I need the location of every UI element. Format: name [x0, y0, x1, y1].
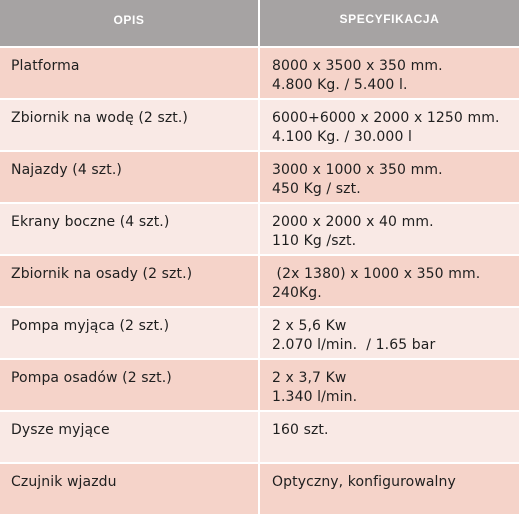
row-value — [260, 256, 519, 308]
row-value — [260, 464, 519, 516]
row-value — [260, 412, 519, 464]
value-line-1: (2x 1380) x 1000 x 350 mm. — [272, 266, 481, 282]
row-label: Najazdy (4 szt.) — [0, 152, 260, 204]
value-line-2: 110 Kg /szt. — [272, 233, 357, 249]
row-label: Pompa osadów (2 szt.) — [0, 360, 260, 412]
row-value — [260, 204, 519, 256]
value-line-1: 2 x 5,6 Kw — [272, 318, 347, 334]
value-line-1: Optyczny, konfigurowalny — [272, 474, 456, 490]
row-value — [260, 308, 519, 360]
column-header-specyfikacja: SPECYFIKACJA — [260, 0, 519, 48]
row-value — [260, 360, 519, 412]
value-line-1: 8000 x 3500 x 350 mm. — [272, 58, 443, 74]
row-value — [260, 152, 519, 204]
value-line-2: 240Kg. — [272, 285, 322, 301]
column-header-opis: OPIS — [0, 0, 260, 48]
value-line-1: 2000 x 2000 x 40 mm. — [272, 214, 434, 230]
row-label: Czujnik wjazdu — [0, 464, 260, 516]
value-line-2: 4.100 Kg. / 30.000 l — [272, 129, 412, 145]
value-line-1: 6000+6000 x 2000 x 1250 mm. — [272, 110, 500, 126]
value-line-1: 3000 x 1000 x 350 mm. — [272, 162, 443, 178]
value-line-1: 2 x 3,7 Kw — [272, 370, 347, 386]
row-label: Zbiornik na wodę (2 szt.) — [0, 100, 260, 152]
row-value — [260, 48, 519, 100]
row-label: Pompa myjąca (2 szt.) — [0, 308, 260, 360]
row-label: Ekrany boczne (4 szt.) — [0, 204, 260, 256]
value-line-1: 160 szt. — [272, 422, 329, 438]
row-label: Zbiornik na osady (2 szt.) — [0, 256, 260, 308]
value-line-2: 2.070 l/min. / 1.65 bar — [272, 337, 436, 353]
value-line-2: 4.800 Kg. / 5.400 l. — [272, 77, 408, 93]
row-value — [260, 100, 519, 152]
value-line-2: 1.340 l/min. — [272, 389, 358, 405]
row-label: Dysze myjące — [0, 412, 260, 464]
value-line-2: 450 Kg / szt. — [272, 181, 361, 197]
row-label: Platforma — [0, 48, 260, 100]
